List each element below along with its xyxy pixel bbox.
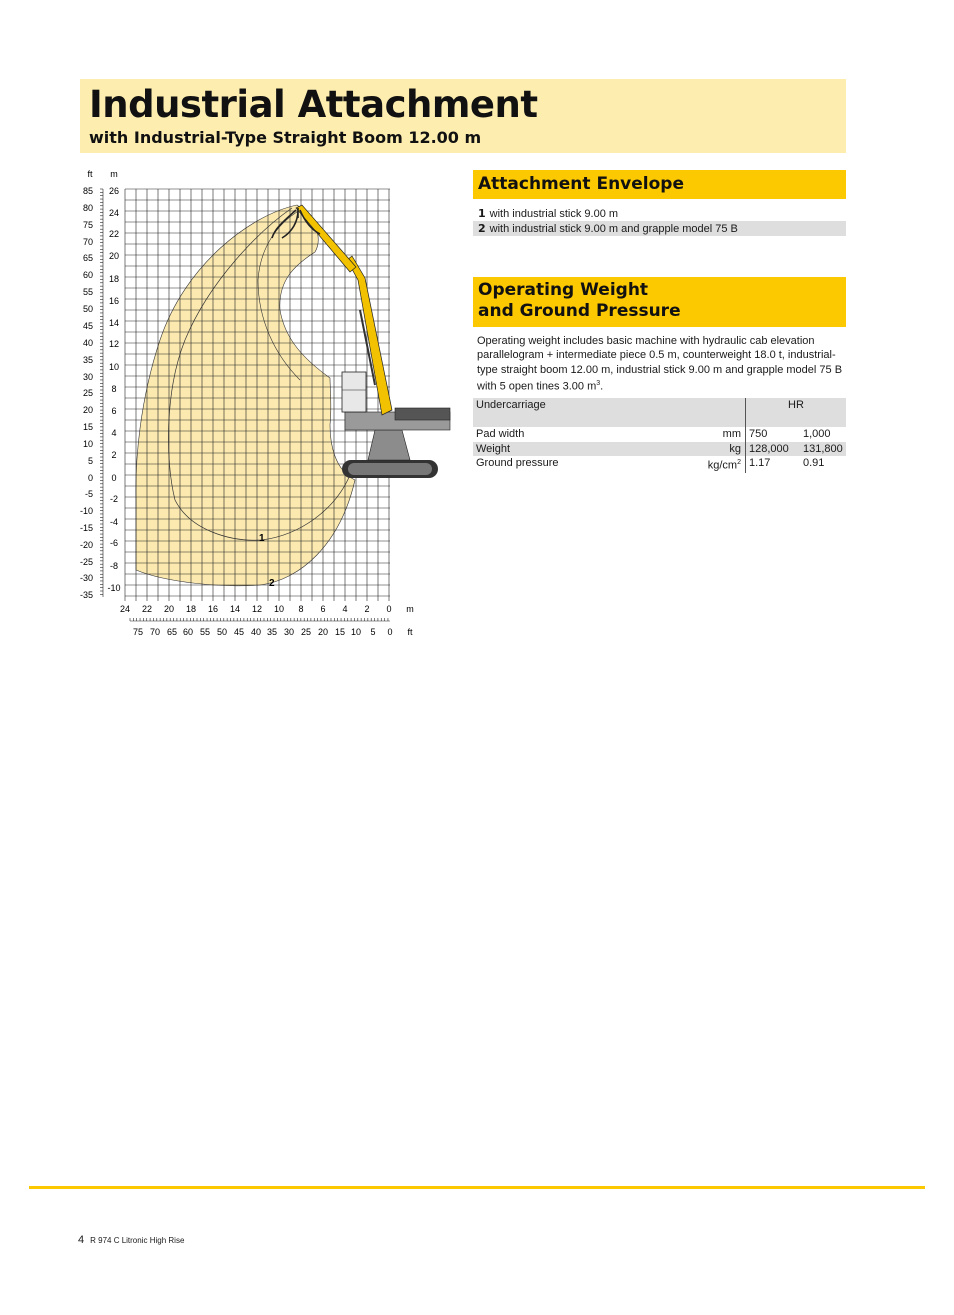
y-tick-m: 6 [111,406,117,416]
x-tick-m: 16 [207,604,219,614]
y-tick-ft: -20 [79,540,93,550]
y-tick-ft: 40 [82,338,93,348]
y-tick-ft: 10 [82,439,93,449]
x-tick-ft: 15 [334,627,346,637]
operating-heading-line2: and Ground Pressure [478,301,681,321]
operating-heading [473,277,846,327]
row-label: Ground pressure [476,457,559,469]
envelope-item-text: with industrial stick 9.00 m [489,208,619,220]
x-tick-m: 20 [163,604,175,614]
y-tick-m: -2 [109,494,119,504]
y-tick-m: 26 [108,186,120,196]
x-tick-ft: 5 [370,627,376,637]
y-tick-ft: 45 [82,321,93,331]
row-value-2: 131,800 [800,442,846,457]
y-tick-ft: 20 [82,405,93,415]
x-tick-ft: 75 [132,627,144,637]
row-value-1: 750 [749,428,768,440]
x-tick-m: 0 [386,604,392,614]
cab [342,372,366,412]
y-ruler-ft [100,189,103,597]
y-tick-ft: -25 [79,557,93,567]
x-tick-ft: 0 [387,627,393,637]
x-tick-m: 22 [141,604,153,614]
y-tick-m: 22 [108,229,120,239]
footer [78,1234,184,1246]
x-tick-ft: 50 [216,627,228,637]
envelope-item-num: 1 [478,207,486,220]
y-tick-m: -4 [109,517,119,527]
working-range-diagram [0,170,460,640]
row-unit-cell [660,456,746,473]
x-tick-m: 12 [251,604,263,614]
header-label: Undercarriage [473,398,660,427]
y-tick-m: 18 [108,274,120,284]
x-tick-ft: 25 [300,627,312,637]
y-tick-m: 0 [111,473,117,483]
page-title: Industrial Attachment [89,83,538,126]
curve-label-2: 2 [269,578,275,589]
x-tick-ft: 60 [182,627,194,637]
operating-heading-line1: Operating Weight [478,280,649,300]
y-tick-ft: 75 [82,220,93,230]
x-tick-ft: 40 [250,627,262,637]
description-end: . [600,380,604,393]
footer-rule [29,1186,925,1189]
x-tick-m: 6 [320,604,326,614]
cab-riser [368,430,410,460]
x-tick-m: 2 [364,604,370,614]
y-tick-ft: 5 [87,456,93,466]
y-tick-ft: 15 [82,422,93,432]
x-tick-m: 14 [229,604,241,614]
x-tick-labels-ft [133,627,413,637]
x-unit-ft: ft [407,627,413,637]
y-unit-m: m [110,170,118,179]
row-unit: kg [660,442,746,457]
x-tick-ft: 55 [199,627,211,637]
header-value: HR [746,398,847,427]
y-tick-m: -6 [109,538,119,548]
row-label: Pad width [476,428,525,440]
x-tick-ft: 35 [266,627,278,637]
product-name: R 974 C Litronic High Rise [90,1236,185,1245]
y-tick-m: 2 [111,450,117,460]
table-row [473,442,846,457]
row-value-1: 128,000 [746,442,801,457]
y-tick-m: 24 [108,208,120,218]
y-tick-ft: 50 [82,304,93,314]
y-tick-m: -8 [109,561,119,571]
envelope-heading [473,170,846,199]
y-tick-labels-m [107,186,120,593]
y-tick-ft: -10 [79,506,93,516]
y-unit-ft: ft [87,170,93,179]
row-unit: kg/cm [707,459,738,472]
table-row [473,427,846,442]
y-tick-ft: 65 [82,253,93,263]
x-tick-ft: 10 [350,627,362,637]
x-tick-ft: 70 [149,627,161,637]
x-tick-ft: 65 [166,627,178,637]
row-unit-sup: 2 [737,459,741,466]
row-value-2: 1,000 [803,428,831,440]
y-tick-ft: 35 [82,355,93,365]
counterweight [395,408,450,420]
page-subtitle: with Industrial-Type Straight Boom 12.00 m [89,128,482,147]
row-label: Weight [473,442,660,457]
y-tick-ft: 0 [87,473,93,483]
x-tick-m: 10 [273,604,285,614]
y-tick-ft: 30 [82,372,93,382]
y-tick-m: 4 [111,428,117,438]
envelope-item-2 [473,221,846,236]
y-tick-m: -10 [107,583,121,593]
x-tick-ft: 30 [283,627,295,637]
y-tick-m: 20 [108,251,120,261]
y-tick-m: 14 [108,318,120,328]
y-tick-ft: -5 [84,489,93,499]
y-tick-ft: 85 [82,186,93,196]
x-tick-ft: 45 [233,627,245,637]
header-unit-spacer [660,398,746,427]
x-tick-m: 24 [119,604,131,614]
x-tick-ft: 20 [317,627,329,637]
page-number: 4 [78,1234,85,1246]
envelope-heading-text: Attachment Envelope [478,174,684,194]
y-tick-ft: -30 [79,573,93,583]
table-header-row [473,398,846,427]
x-tick-m: 8 [298,604,304,614]
y-tick-m: 12 [108,339,120,349]
y-tick-m: 16 [108,296,120,306]
y-tick-labels-ft [80,186,93,600]
y-tick-ft: 80 [82,203,93,213]
envelope-item-num: 2 [478,222,486,235]
track-inner [348,463,432,475]
table-row [473,456,846,473]
row-unit: mm [660,427,746,442]
envelope-item-1 [473,206,846,221]
x-tick-m: 18 [185,604,197,614]
y-tick-ft: 25 [82,388,93,398]
title-band [80,79,846,153]
y-tick-ft: 70 [82,237,93,247]
description-sup: 3 [596,380,601,388]
y-tick-ft: 60 [82,270,93,280]
y-tick-m: 8 [111,384,117,394]
y-tick-m: 10 [108,362,120,372]
row-value-1: 1.17 [749,457,771,469]
x-unit-m: m [406,604,414,614]
operating-description [477,334,847,394]
description-text: Operating weight includes basic machine with hydraulic cab elevation parallelogram + intermediate piece 0.5 m, counterweight 18.0 t, industrial-type straight boom 12.00 m, industrial stick 9.00 m and grapple model 75 B with 5 open tines 3.00 m [477,335,843,393]
curve-label-1: 1 [259,533,265,544]
envelope-item-text: with industrial stick 9.00 m and grapple model 75 B [489,223,738,235]
y-tick-ft: -35 [79,590,93,600]
operating-table [473,398,846,473]
y-tick-ft: -15 [79,523,93,533]
row-value-2: 0.91 [803,457,825,469]
x-tick-m: 4 [342,604,348,614]
x-tick-labels-m [120,604,414,614]
y-tick-ft: 55 [82,287,93,297]
